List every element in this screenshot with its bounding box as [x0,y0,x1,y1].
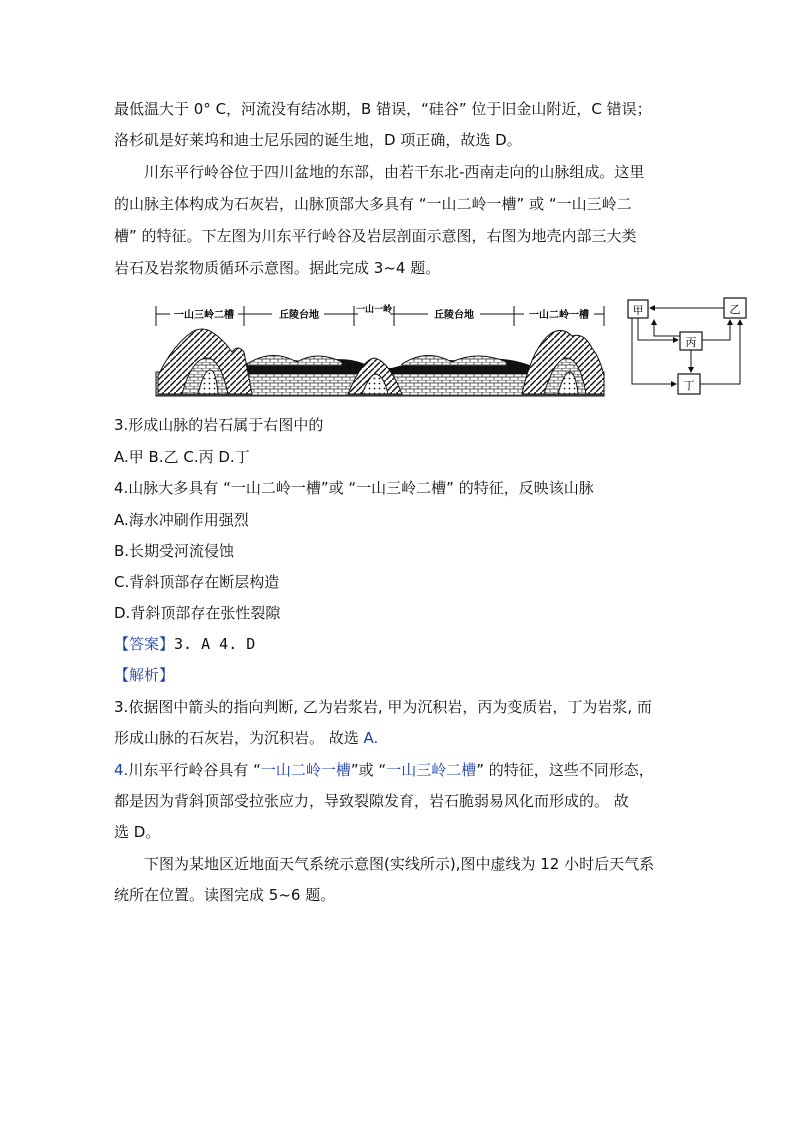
explanation-text: ”或 “ [350,761,387,779]
rock-box-label: 丙 [685,336,697,349]
analysis-label [114,665,174,685]
explanation-3-line-2 [114,728,378,748]
paragraph-line: 川东平行岭谷位于四川盆地的东部，由若干东北-西南走向的山脉组成。这里 [144,163,645,181]
explanation-text: 川东平行岭谷具有 “ [128,761,261,779]
question-3: 3.形成山脉的岩石属于右图中的 [114,416,324,434]
question-4: 4.山脉大多具有 “一山二岭一槽”或 “一山三岭二槽” 的特征，反映该山脉 [114,479,594,497]
paragraph-line: 槽” 的特征。下左图为川东平行岭谷及岩层剖面示意图，右图为地壳内部三大类 [114,227,637,245]
explanation-text: 依据图中箭头的指向判断, 乙为岩浆岩, 甲为沉积岩，丙为变质岩，丁为岩浆, 而 [128,698,652,716]
answer-label: 【答案】 [114,635,175,653]
rock-cycle-figure [624,294,752,400]
profile-label: 丘陵台地 [279,310,319,321]
profile-label: 一山一岭 [355,305,393,315]
explanation-number: 4. [114,761,129,779]
paragraph-line: 岩石及岩浆物质循环示意图。据此完成 3~4 题。 [114,259,441,277]
answer-line [114,634,255,654]
text-line: 最低温大于 0° C，河流没有结冰期，B 错误，“硅谷” 位于旧金山附近，C 错误； [114,100,652,118]
paragraph-line: 的山脉主体构成为石灰岩，山脉顶部大多具有 “一山二岭一槽” 或 “一山三岭二 [114,195,632,213]
option-d: D.背斜顶部存在张性裂隙 [114,604,281,622]
option-c: C.背斜顶部存在断层构造 [114,573,280,591]
highlight-phrase: 一山二岭一槽 [260,761,351,779]
explanation-4-line-3: 选 D。 [114,823,161,841]
paragraph-line: 下图为某地区近地面天气系统示意图(实线所示),图中虚线为 12 小时后天气系 [144,855,655,873]
option-a: A.海水冲刷作用强烈 [114,511,249,529]
explanation-4-line-2: 都是因为背斜顶部受拉张应力，导致裂隙发育，岩石脆弱易风化而形成的。 故 [114,792,629,810]
profile-label: 丘陵台地 [434,310,474,321]
explanation-3-line-1 [114,697,652,717]
explanation-answer: A. [363,729,379,747]
profile-label: 一山二岭一槽 [529,310,589,321]
option-b: B.长期受河流侵蚀 [114,542,235,560]
question-3-options: A.甲 B.乙 C.丙 D.丁 [114,448,250,466]
answer-text: 3. A 4. D [174,635,256,653]
explanation-text: ” 的特征，这些不同形态， [476,761,654,779]
analysis-label-text: 【解析】 [114,666,175,684]
rock-box-label: 丁 [683,379,695,392]
rock-box-label: 乙 [729,303,741,316]
text-line: 洛杉矶是好莱坞和迪士尼乐园的诞生地，D 项正确，故选 D。 [114,131,522,149]
rock-box-label: 甲 [632,304,644,317]
explanation-number: 3. [114,698,129,716]
highlight-phrase: 一山三岭二槽 [386,761,477,779]
explanation-4-line-1 [114,760,654,780]
profile-label: 一山三岭二槽 [174,310,234,321]
ridge-valley-profile-figure [152,296,608,398]
paragraph-line: 统所在位置。读图完成 5~6 题。 [114,886,336,904]
explanation-text: 形成山脉的石灰岩，为沉积岩。 故选 [114,729,364,747]
